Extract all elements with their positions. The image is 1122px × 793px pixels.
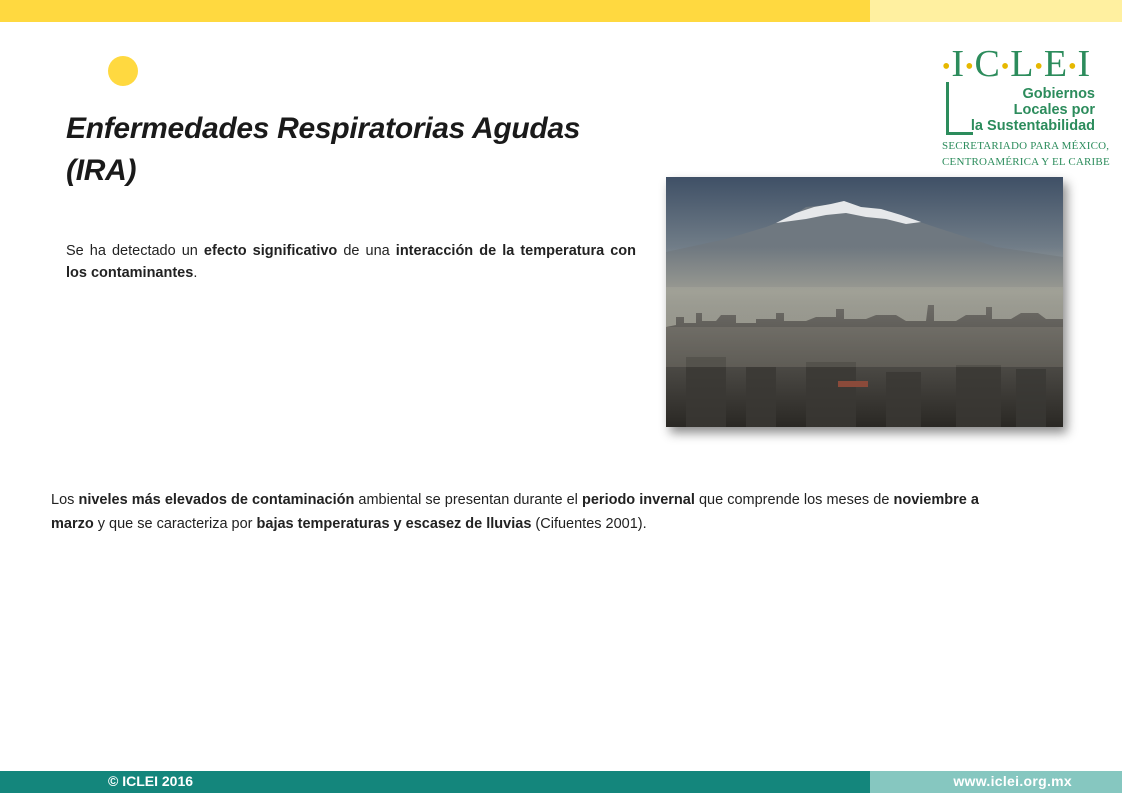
logo-line-1: Gobiernos: [1022, 86, 1095, 102]
footer-copyright: © ICLEI 2016: [108, 773, 194, 789]
title-line-1: Enfermedades Respiratorias Agudas: [66, 112, 581, 145]
logo-letter: I: [951, 43, 966, 85]
logo-line-2: Locales por: [1013, 102, 1095, 118]
logo-letter: E: [1043, 43, 1069, 85]
logo-letter: I: [1077, 43, 1092, 85]
body-text-1: Los: [51, 492, 79, 508]
logo-subtitle-1: SECRETARIADO PARA MÉXICO,: [942, 140, 1110, 152]
intro-text-2: de una: [337, 243, 396, 259]
logo-letter: C: [974, 43, 1001, 85]
title-line-2: (IRA): [66, 154, 137, 187]
top-accent-bar: [0, 0, 870, 22]
slide-title: [66, 108, 626, 192]
body-text-2: ambiental se presentan durante el: [354, 492, 582, 508]
body-text-5: (Cifuentes 2001).: [531, 516, 647, 532]
body-bold-4: bajas temperaturas y escasez de lluvias: [256, 516, 532, 532]
iclei-logo-wordmark: •I•C•L•E•I: [942, 43, 1092, 85]
body-text-3: que comprende los meses de: [694, 492, 894, 508]
body-paragraph: [51, 488, 979, 536]
logo-subtitle-2: CENTROAMÉRICA Y EL CARIBE: [942, 156, 1110, 168]
body-bold-1: niveles más elevados de contaminación: [78, 492, 355, 508]
intro-text-3: .: [193, 265, 198, 281]
intro-bold-1: efecto significativo: [203, 243, 338, 259]
body-text-4: y que se caracteriza por: [93, 516, 257, 532]
smog-city-image: [666, 177, 1063, 427]
smog-city-photo: [666, 177, 1063, 427]
top-accent-bar-light: [870, 0, 1122, 22]
iclei-logo: [938, 42, 1113, 177]
logo-letter: L: [1010, 43, 1035, 85]
logo-bracket-shape: [946, 82, 973, 135]
yellow-dot-icon: [108, 56, 138, 86]
intro-bold-2: interacción de la temperatura con los contaminantes: [66, 243, 636, 281]
body-bold-2: periodo invernal: [582, 492, 695, 508]
body-bold-3: noviembre a marzo: [51, 492, 979, 532]
intro-paragraph: [66, 240, 636, 284]
intro-text-1: Se ha detectado un: [66, 243, 204, 259]
footer-website-link[interactable]: www.iclei.org.mx: [953, 773, 1072, 789]
logo-line-3: la Sustentabilidad: [970, 118, 1095, 134]
